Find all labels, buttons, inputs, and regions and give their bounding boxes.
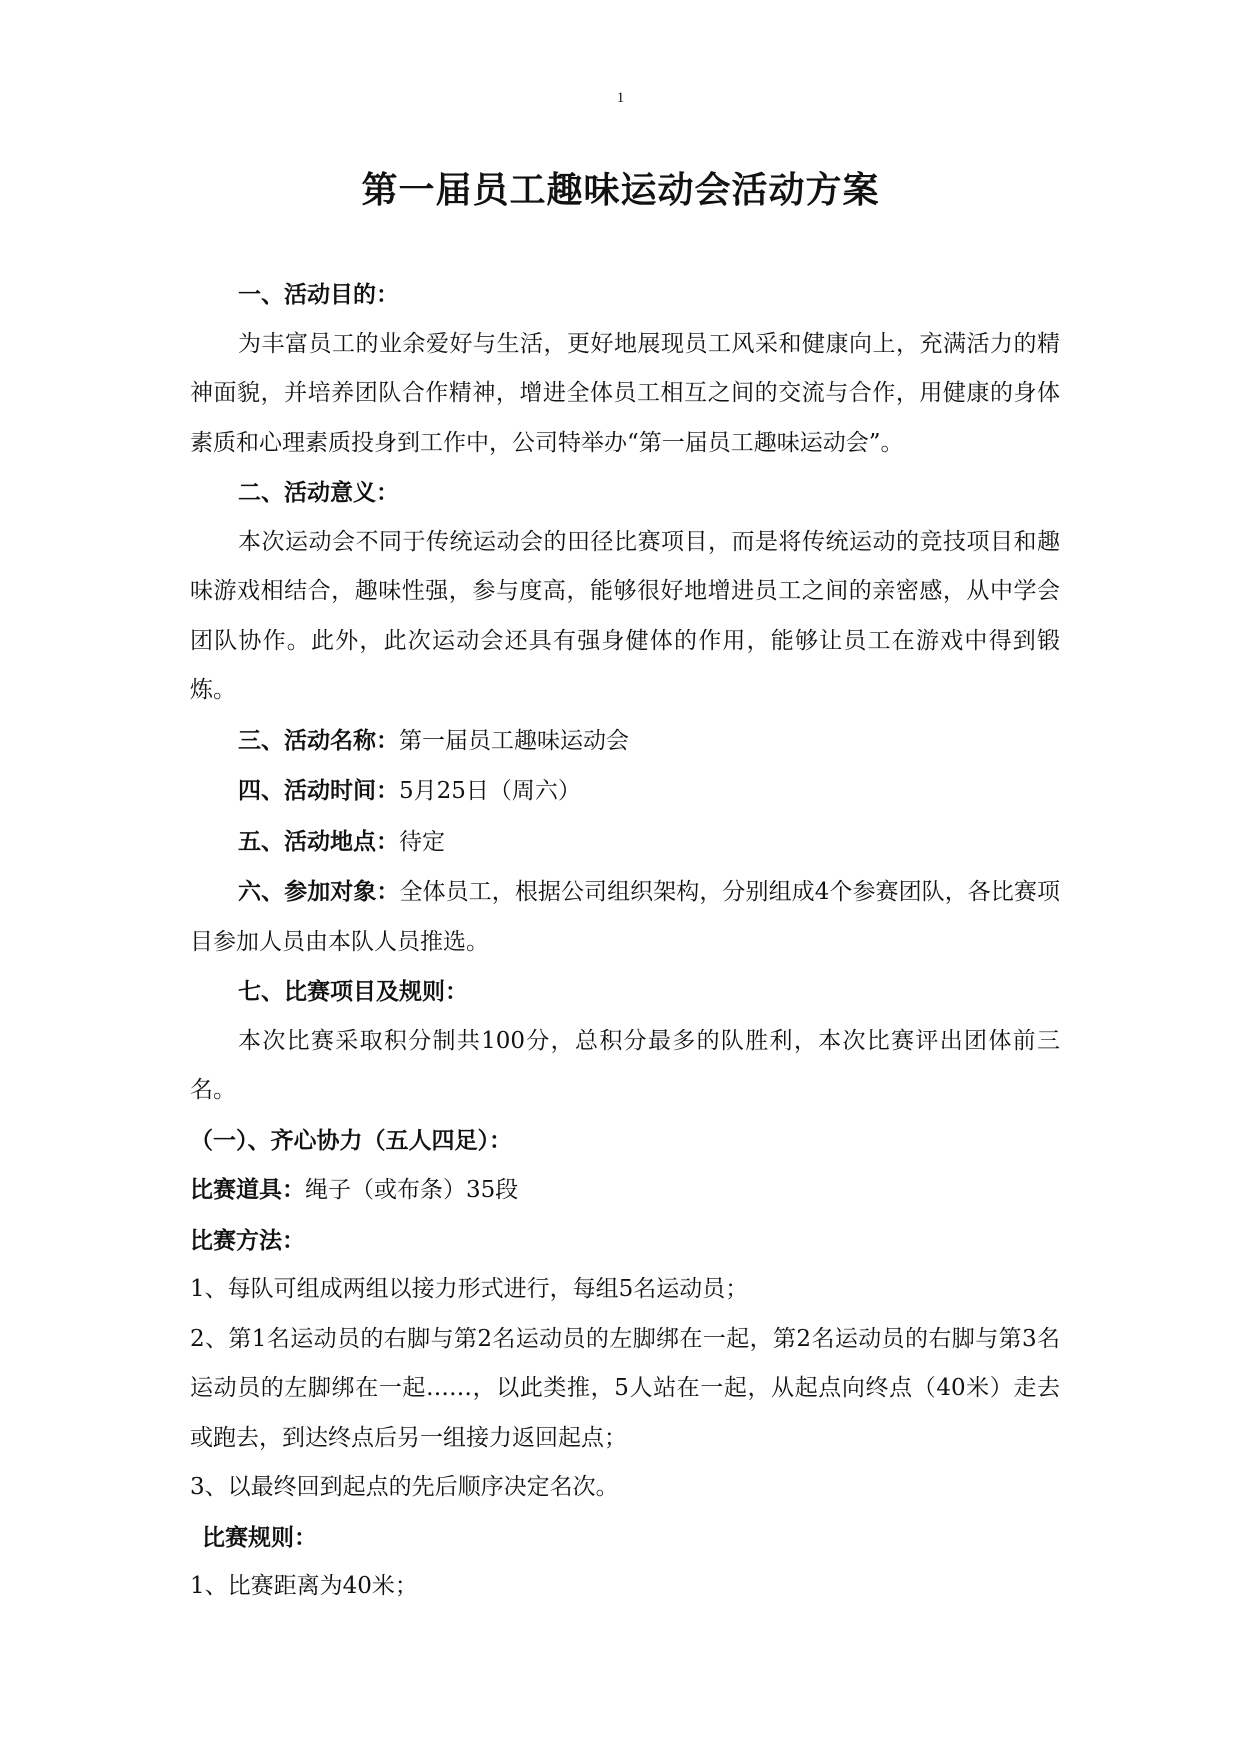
event1-rules-item: 1、比赛距离为40米；	[190, 1573, 418, 1599]
event1-method-item: 2、第1名运动员的右脚与第2名运动员的左脚绑在一起，第2名运动员的右脚与第3名运动员的左脚绑在一起……，以此类推，5人站在一起，从起点向终点（40米）走去或跑去，到达终点后另一组接力返回起点；	[190, 1325, 1060, 1451]
page-number: 1	[616, 90, 625, 106]
document-body	[190, 270, 1060, 1612]
section-time-value: 5月25日（周六）	[399, 778, 581, 804]
section-purpose-heading: 一、活动目的：	[238, 281, 399, 308]
section-location-label: 五、活动地点：	[238, 827, 399, 855]
section-significance-heading: 二、活动意义：	[238, 479, 399, 506]
event1-method-item: 1、每队可组成两组以接力形式进行，每组5名运动员；	[190, 1276, 749, 1302]
event1-heading: （一）、齐心协力（五人四足）：	[190, 1126, 512, 1154]
event1-method-item: 3、以最终回到起点的先后顺序决定名次。	[190, 1474, 619, 1500]
section-participants	[190, 867, 1060, 967]
event1-props-value: 绳子（或布条）35段	[305, 1177, 519, 1203]
event1-rules-heading: 比赛规则：	[202, 1523, 317, 1551]
event1-method-heading: 比赛方法：	[190, 1226, 305, 1254]
section-name	[190, 716, 1060, 767]
section-events-heading: 七、比赛项目及规则：	[238, 978, 468, 1005]
section-participants-label: 六、参加对象：	[238, 878, 400, 905]
section-name-label: 三、活动名称：	[238, 726, 399, 754]
section-location	[190, 817, 1060, 868]
section-participants-value: 全体员工，根据公司组织架构，分别组成4个参赛团队，各比赛项目参加人员由本队人员推选。	[190, 879, 1061, 955]
section-events-body: 本次比赛采取积分制共100分，总积分最多的队胜利，本次比赛评出团体前三名。	[190, 1027, 1060, 1103]
section-purpose-body: 为丰富员工的业余爱好与生活，更好地展现员工风采和健康向上，充满活力的精神面貌，并培养团队合作精神，增进全体员工相互之间的交流与合作，用健康的身体素质和心理素质投身到工作中，公司特举办“第一届员工趣味运动会”。	[190, 330, 1060, 456]
section-name-value: 第一届员工趣味运动会	[399, 727, 629, 754]
document-title: 第一届员工趣味运动会活动方案	[361, 169, 880, 211]
event1-props-label: 比赛道具：	[190, 1176, 305, 1203]
event1-props	[190, 1165, 1060, 1216]
section-time	[190, 766, 1060, 817]
section-location-value: 待定	[399, 828, 445, 855]
section-time-label: 四、活动时间：	[238, 777, 399, 804]
section-significance-body: 本次运动会不同于传统运动会的田径比赛项目，而是将传统运动的竞技项目和趣味游戏相结合，趣味性强，参与度高，能够很好地增进员工之间的亲密感，从中学会团队协作。此外，此次运动会还具有强身健体的作用，能够让员工在游戏中得到锻炼。	[190, 528, 1060, 703]
